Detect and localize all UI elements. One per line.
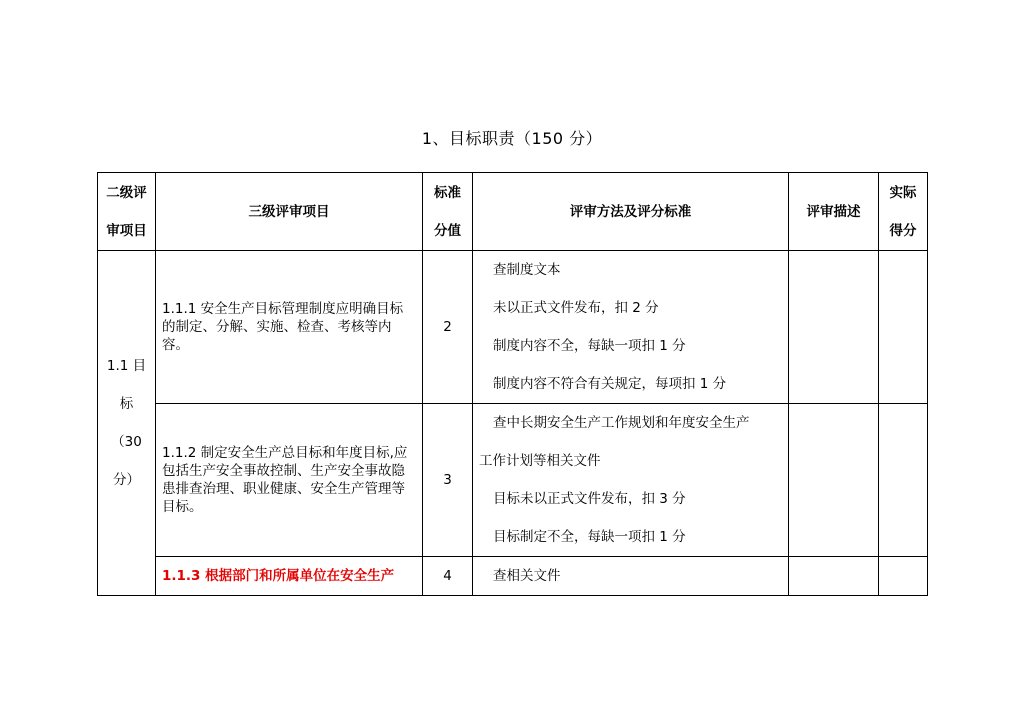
level2-item-cell: 1.1 目 标 （30 分）: [98, 251, 156, 596]
method-cell: [473, 557, 789, 596]
table-row: [98, 251, 928, 404]
evaluation-table: [97, 172, 928, 596]
method-cell: [473, 251, 789, 404]
header-method: 评审方法及评分标准: [473, 173, 789, 251]
description-cell[interactable]: [789, 557, 879, 596]
method-line: 制度内容不符合有关规定，每项扣 1 分: [493, 376, 727, 392]
header-standard-score: 标准 分值: [423, 173, 473, 251]
page-title: 1、目标职责（150 分）: [421, 129, 603, 148]
actual-score-cell[interactable]: [879, 404, 928, 557]
method-line: 查制度文本: [493, 262, 561, 278]
standard-score: 2: [423, 251, 473, 404]
method-line: 查相关文件: [493, 568, 561, 584]
method-line: 查中长期安全生产工作规划和年度安全生产: [493, 415, 750, 431]
level3-item: 1.1.3 根据部门和所属单位在安全生产: [156, 557, 423, 596]
method-line: 制度内容不全，每缺一项扣 1 分: [493, 338, 686, 354]
header-row: [98, 173, 928, 251]
method-line: 目标制定不全，每缺一项扣 1 分: [493, 529, 686, 545]
header-description: 评审描述: [789, 173, 879, 251]
actual-score-cell[interactable]: [879, 557, 928, 596]
method-cell: [473, 404, 789, 557]
description-cell[interactable]: [789, 404, 879, 557]
level3-item: 1.1.2 制定安全生产总目标和年度目标,应包括生产安全事故控制、生产安全事故隐患排查治理、职业健康、安全生产管理等目标。: [156, 404, 423, 557]
method-line: 目标未以正式文件发布，扣 3 分: [493, 491, 686, 507]
table-row: [98, 404, 928, 557]
header-actual-score: 实际 得分: [879, 173, 928, 251]
standard-score: 3: [423, 404, 473, 557]
method-line: 未以正式文件发布，扣 2 分: [493, 300, 659, 316]
header-level2: 二级评 审项目: [98, 173, 156, 251]
header-level3: 三级评审项目: [156, 173, 423, 251]
table-row: [98, 557, 928, 596]
standard-score: 4: [423, 557, 473, 596]
description-cell[interactable]: [789, 251, 879, 404]
method-line: 工作计划等相关文件: [479, 453, 601, 469]
actual-score-cell[interactable]: [879, 251, 928, 404]
level3-item: 1.1.1 安全生产目标管理制度应明确目标的制定、分解、实施、检查、考核等内容。: [156, 251, 423, 404]
